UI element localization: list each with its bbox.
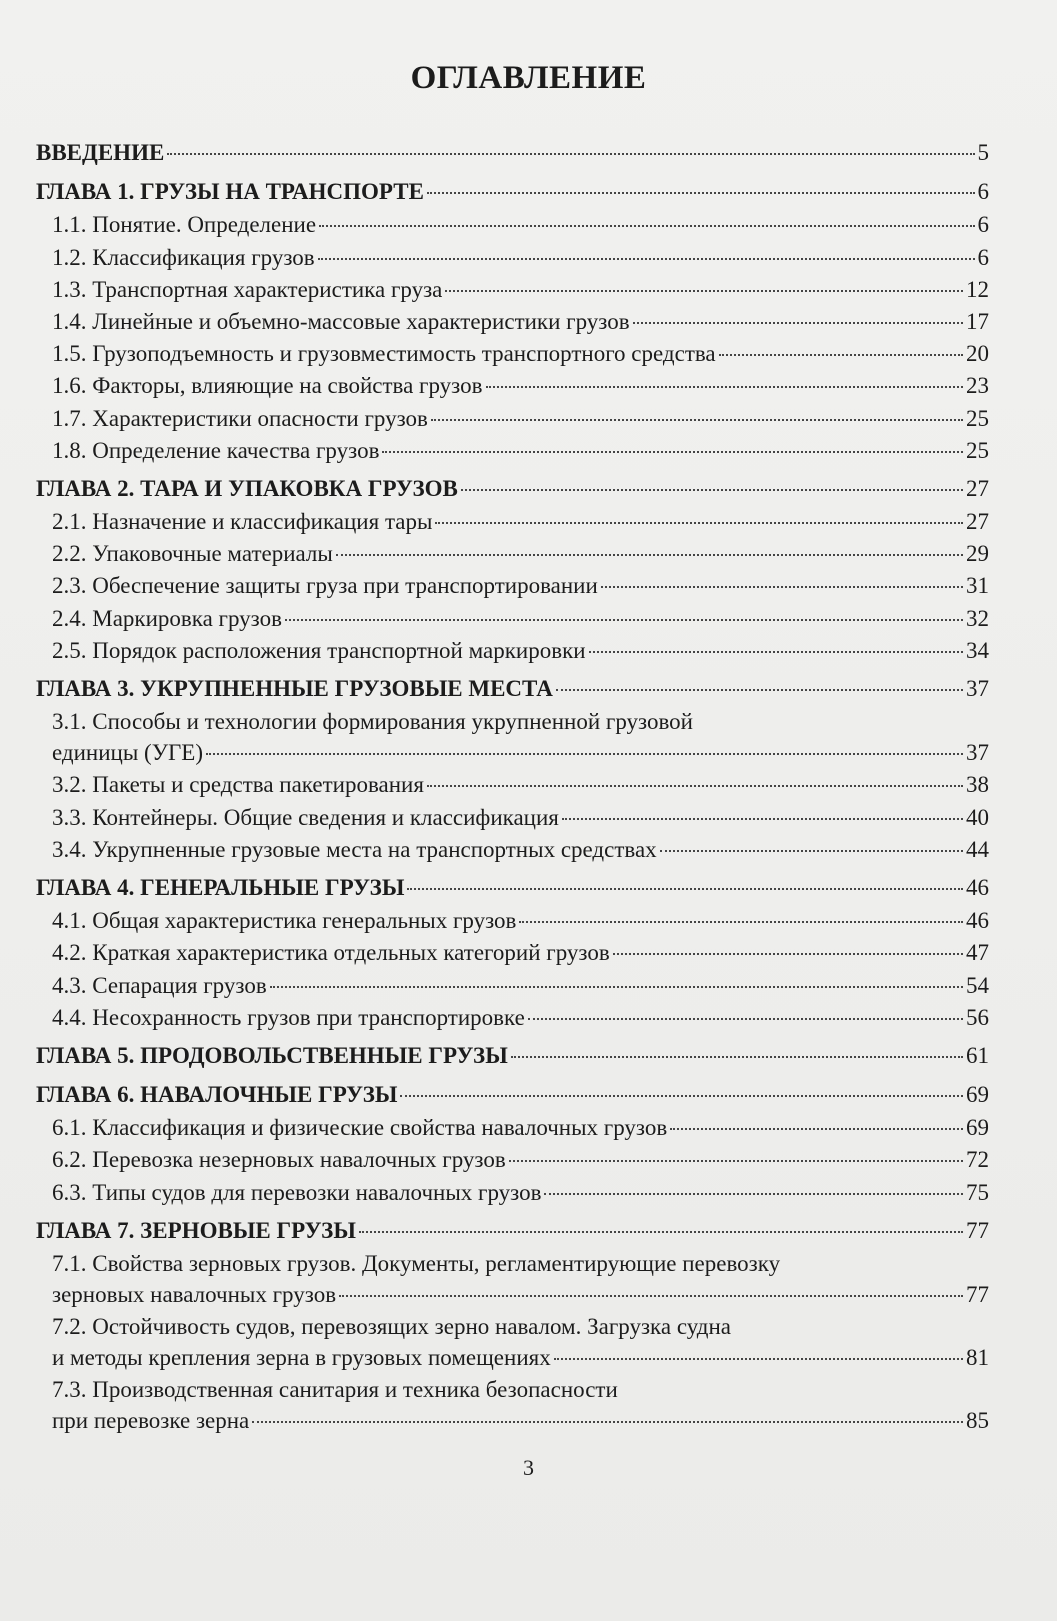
toc-chapter-entry	[36, 676, 989, 709]
toc-entry-title: 4.1. Общая характеристика генеральных грузов	[52, 908, 517, 934]
dot-leader	[427, 785, 963, 787]
toc-page-number: 85	[966, 1408, 989, 1434]
toc-entry-title: 2.4. Маркировка грузов	[52, 605, 282, 631]
dot-leader	[519, 921, 963, 923]
dot-leader	[336, 554, 963, 556]
toc-section-entry	[36, 438, 989, 470]
toc-page-number: 23	[966, 373, 989, 399]
toc-section-entry	[36, 638, 989, 670]
toc-chapter-entry	[36, 1043, 989, 1076]
toc-page-number: 5	[977, 140, 989, 165]
toc-section-entry	[36, 509, 989, 541]
toc-chapter-entry	[36, 476, 989, 509]
dot-leader	[252, 1421, 963, 1423]
dot-leader	[431, 419, 963, 421]
toc-section-entry	[36, 573, 989, 605]
dot-leader	[318, 258, 975, 260]
toc-entry-title: ГЛАВА 1. ГРУЗЫ НА ТРАНСПОРТЕ	[36, 179, 424, 205]
toc-page-number: 29	[966, 541, 989, 567]
dot-leader	[445, 290, 963, 292]
toc-chapter-entry	[36, 1082, 989, 1115]
toc-entry-line: 7.2. Остойчивость судов, перевозящих зерно навалом. Загрузка судна	[52, 1314, 731, 1340]
toc-section-entry	[36, 908, 989, 940]
toc-entry-title: 1.1. Понятие. Определение	[52, 212, 317, 238]
toc-page-number: 6	[977, 179, 989, 205]
dot-leader	[633, 322, 963, 324]
toc-page-number: 56	[966, 1004, 989, 1030]
toc-section-entry	[36, 837, 989, 869]
dot-leader	[486, 386, 964, 388]
toc-page-number: 12	[966, 276, 989, 302]
toc-entry-title: единицы (УГЕ)	[52, 740, 203, 766]
toc-section-entry	[36, 1180, 989, 1212]
toc-page-number: 6	[977, 244, 989, 270]
dot-leader	[407, 888, 963, 890]
toc-section-entry	[36, 373, 989, 405]
toc-page-number: 69	[966, 1082, 989, 1108]
toc-entry-title: 6.1. Классификация и физические свойства навалочных грузов	[52, 1115, 668, 1141]
dot-leader	[511, 1056, 963, 1058]
dot-leader	[400, 1095, 963, 1097]
toc-entry-title: 3.4. Укрупненные грузовые места на транспортных средствах	[52, 836, 657, 862]
page-number: 3	[523, 1455, 534, 1480]
toc-section-entry	[36, 940, 989, 972]
table-of-contents	[36, 140, 989, 1441]
toc-section-entry	[36, 341, 989, 373]
dot-leader	[270, 986, 963, 988]
toc-section-entry	[36, 772, 989, 804]
toc-entry-title: 1.7. Характеристики опасности грузов	[52, 405, 428, 431]
toc-page-number: 17	[966, 308, 989, 334]
dot-leader	[285, 619, 963, 621]
toc-entry-title: ГЛАВА 4. ГЕНЕРАЛЬНЫЕ ГРУЗЫ	[36, 874, 405, 900]
toc-section-entry	[36, 1147, 989, 1179]
toc-entry-title: 6.3. Типы судов для перевозки навалочных грузов	[52, 1179, 542, 1205]
toc-entry-title: 2.2. Упаковочные материалы	[52, 541, 333, 567]
toc-entry-title: 4.3. Сепарация грузов	[52, 972, 267, 998]
toc-section-entry	[36, 606, 989, 638]
toc-entry-title: 1.3. Транспортная характеристика груза	[52, 276, 443, 302]
dot-leader	[562, 818, 963, 820]
toc-page-number: 20	[966, 341, 989, 367]
toc-page-number: 46	[966, 874, 989, 900]
toc-entry-title: 2.3. Обеспечение защиты груза при транспортировании	[52, 573, 598, 599]
toc-chapter-entry	[36, 875, 989, 908]
toc-page-number: 75	[966, 1179, 989, 1205]
toc-entry-line: 7.3. Производственная санитария и техника безопасности	[52, 1377, 618, 1403]
dot-leader	[589, 651, 963, 653]
toc-entry-title: 1.6. Факторы, влияющие на свойства грузов	[52, 373, 483, 399]
toc-entry-title: зерновых навалочных грузов	[52, 1282, 337, 1307]
toc-section-entry	[36, 277, 989, 309]
dot-leader	[359, 1231, 963, 1233]
toc-page-number: 27	[966, 475, 989, 501]
toc-chapter-entry	[36, 1218, 989, 1251]
toc-chapter-entry	[36, 140, 989, 173]
dot-leader	[719, 354, 963, 356]
toc-page-number: 34	[966, 637, 989, 663]
toc-entry-line: 7.1. Свойства зерновых грузов. Документы, регламентирующие перевозку	[52, 1251, 781, 1276]
toc-entry-title: ГЛАВА 7. ЗЕРНОВЫЕ ГРУЗЫ	[36, 1217, 356, 1243]
toc-chapter-entry	[36, 179, 989, 212]
toc-page-number: 46	[966, 908, 989, 934]
toc-page-number: 27	[966, 509, 989, 535]
toc-section-entry	[36, 1282, 989, 1314]
toc-page-number: 25	[966, 405, 989, 431]
toc-page-number: 44	[966, 836, 989, 862]
toc-entry-title: при перевозке зерна	[52, 1408, 250, 1434]
toc-section-entry	[36, 1408, 989, 1440]
dot-leader	[556, 689, 963, 691]
toc-section-entry	[36, 1115, 989, 1147]
toc-section-entry	[36, 406, 989, 438]
toc-section-entry	[36, 245, 989, 277]
toc-page-number: 77	[966, 1217, 989, 1243]
toc-page-number: 72	[966, 1147, 989, 1173]
toc-page-number: 32	[966, 605, 989, 631]
toc-entry-title: ВВЕДЕНИЕ	[36, 140, 165, 165]
toc-entry-title: 1.2. Классификация грузов	[52, 244, 315, 270]
dot-leader	[544, 1193, 963, 1195]
toc-page-number: 77	[966, 1282, 989, 1307]
toc-page-number: 38	[966, 772, 989, 798]
dot-leader	[461, 489, 963, 491]
toc-entry-title: 2.5. Порядок расположения транспортной маркировки	[52, 637, 586, 663]
dot-leader	[206, 753, 963, 755]
toc-entry-title: 1.5. Грузоподъемность и грузовместимость транспортного средства	[52, 341, 716, 367]
dot-leader	[319, 225, 974, 227]
toc-page-number: 6	[977, 212, 989, 238]
toc-section-entry	[36, 1005, 989, 1037]
dot-leader	[435, 522, 963, 524]
toc-entry-title: ГЛАВА 6. НАВАЛОЧНЫЕ ГРУЗЫ	[36, 1082, 398, 1108]
toc-page-number: 54	[966, 972, 989, 998]
toc-section-entry	[36, 1345, 989, 1377]
toc-section-entry	[36, 805, 989, 837]
toc-entry-title: 2.1. Назначение и классификация тары	[52, 509, 433, 535]
toc-page-number: 31	[966, 573, 989, 599]
dot-leader	[660, 850, 963, 852]
toc-page-number: 40	[966, 804, 989, 830]
toc-entry-title: ГЛАВА 2. ТАРА И УПАКОВКА ГРУЗОВ	[36, 475, 458, 501]
toc-section-entry	[36, 309, 989, 341]
toc-entry-title: 3.3. Контейнеры. Общие сведения и классификация	[52, 804, 559, 830]
toc-entry-line: 3.1. Способы и технологии формирования укрупненной грузовой	[52, 709, 693, 735]
toc-page-number: 37	[966, 740, 989, 766]
toc-page-number: 47	[966, 940, 989, 966]
toc-entry-title: и методы крепления зерна в грузовых помещениях	[52, 1345, 551, 1371]
toc-entry-title: ГЛАВА 3. УКРУПНЕННЫЕ ГРУЗОВЫЕ МЕСТА	[36, 676, 553, 701]
dot-leader	[167, 153, 974, 155]
toc-page-number: 61	[966, 1042, 989, 1068]
toc-section-entry	[36, 973, 989, 1005]
toc-section-entry	[36, 740, 989, 772]
toc-entry-title: ГЛАВА 5. ПРОДОВОЛЬСТВЕННЫЕ ГРУЗЫ	[36, 1042, 508, 1068]
toc-entry-title: 1.4. Линейные и объемно-массовые характеристики грузов	[52, 308, 630, 334]
toc-page-number: 69	[966, 1115, 989, 1141]
toc-entry-title: 4.4. Несохранность грузов при транспортировке	[52, 1004, 525, 1030]
dot-leader	[339, 1295, 963, 1297]
toc-entry-title: 4.2. Краткая характеристика отдельных категорий грузов	[52, 940, 610, 966]
toc-section-entry	[36, 541, 989, 573]
dot-leader	[382, 451, 963, 453]
toc-entry-title: 1.8. Определение качества грузов	[52, 437, 380, 463]
dot-leader	[670, 1128, 963, 1130]
dot-leader	[601, 586, 963, 588]
dot-leader	[528, 1018, 963, 1020]
toc-page-number: 81	[966, 1345, 989, 1371]
toc-entry-title: 6.2. Перевозка незерновых навалочных грузов	[52, 1147, 506, 1173]
dot-leader	[613, 953, 963, 955]
dot-leader	[509, 1160, 963, 1162]
toc-section-entry	[36, 212, 989, 244]
toc-entry-title: 3.2. Пакеты и средства пакетирования	[52, 772, 424, 798]
dot-leader	[427, 192, 975, 194]
toc-page-number: 37	[966, 676, 989, 701]
page-title: ОГЛАВЛЕНИЕ	[410, 60, 647, 96]
dot-leader	[554, 1358, 963, 1360]
toc-page-number: 25	[966, 437, 989, 463]
